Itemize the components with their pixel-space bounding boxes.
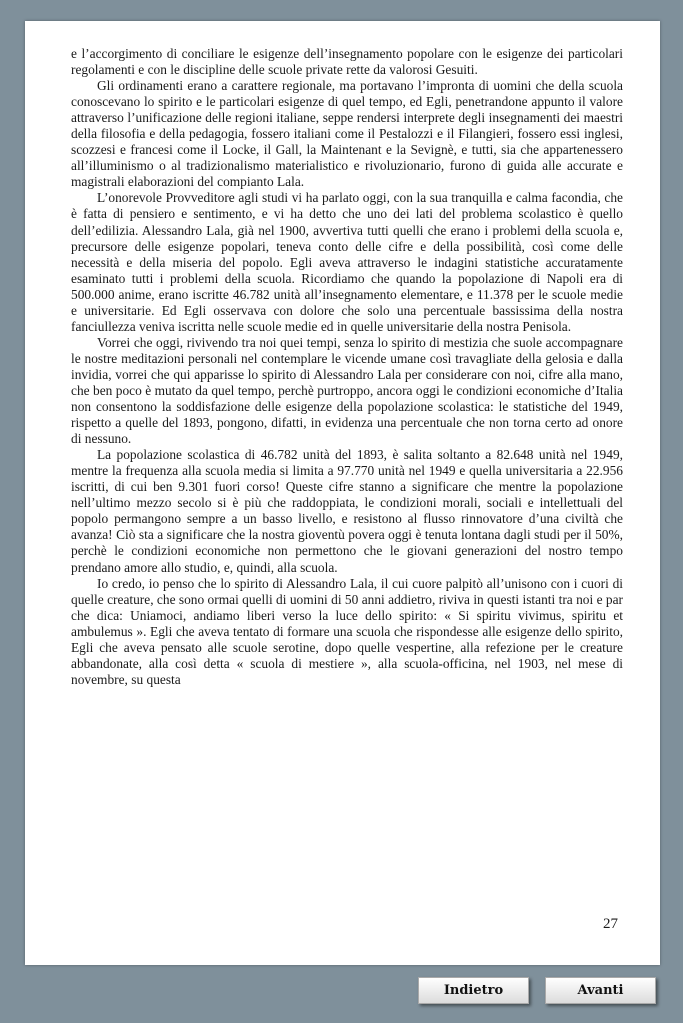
paragraph: Vorrei che oggi, rivivendo tra noi quei tempi, senza lo spirito di mestizia che suole accompagnare le nostre meditazioni personali nel contemplare le vicende umane così travagliate della gelosia e dalla invidia, vorrei che qui apparisse lo spirito di Alessandro Lala per considerare con noi, cifre alla mano, che ben poco è mutato da quel tempo, perchè purtroppo, ancora oggi le condizioni economiche d’Italia non consentono la soddisfazione delle esigenze della popolazione scolastica: le statistiche del 1949, rispetto a quelle del 1893, pongono, difatti, in evidenza una percentuale che non torna certo ad onore di nessuno. <box>71 334 623 447</box>
paragraph: e l’accorgimento di conciliare le esigenze dell’insegnamento popolare con le esigenze dei particolari regolamenti e con le discipline delle scuole private rette da valorosi Gesuiti. <box>71 46 623 78</box>
document-page <box>25 21 660 965</box>
paragraph: Io credo, io penso che lo spirito di Alessandro Lala, il cui cuore palpitò all’unisono con i cuori di quelle creature, che sono ormai quelli di uomini di 50 anni addietro, riviva in questi istanti tra noi e par che dica: Uniamoci, andiamo liberi verso la luce dello spirito: « Si spiritu vivimus, spiritu et ambulemus ». Egli che aveva tentato di formare una scuola che rispondesse alle esigenze dello spirito, Egli che aveva pensato alle scuole serotine, dopo quelle vespertine, alla refezione per le creature abbandonate, alla così detta « scuola di mestiere », alla scuola-officina, nel 1903, nel mese di novembre, su questa <box>71 575 623 687</box>
paragraph: L’onorevole Provveditore agli studi vi ha parlato oggi, con la sua tranquilla e calma facondia, che è fatta di pensiero e sentimento, e vi ha detto che uno dei lati del problema scolastico è quello dell’edilizia. Alessandro Lala, già nel 1900, avvertiva tutti quelli che erano i problemi della scuola e, precursore delle esigenze popolari, teneva conto delle cifre e della possibilità, così come delle necessità e della miseria del popolo. Egli aveva attraverso le indagini statistiche accuratamente esaminato tutti i problemi della scuola. Ricordiamo che quando la popolazione di Napoli era di 500.000 anime, erano iscritte 46.782 unità all’insegnamento elementare, e 11.378 per le scuole medie e universitarie. Ed Egli osservava con dolore che solo una percentuale bassissima della nostra fanciullezza veniva iscritta nelle scuole medie ed in quelle universitarie della nostra Penisola. <box>71 190 623 334</box>
next-button[interactable]: Avanti <box>545 977 656 1004</box>
page-text <box>71 46 623 688</box>
paragraph: Gli ordinamenti erano a carattere regionale, ma portavano l’impronta di uomini che della scuola conoscevano lo spirito e le particolari esigenze di quel tempo, ed Egli, penetrandone appunto il valore attraverso l’unificazione delle regioni italiane, seppe rendersi interprete degli insegnamenti dei maestri della filosofia e della pedagogia, fossero italiani come il Pestalozzi e il Filangieri, fossero essi inglesi, scozzesi e francesi come il Locke, il Gall, la Maintenant e la Sevignè, e tutti, sia che appartenessero all’illuminismo o al tradizionalismo materialistico e rivoluzionario, furono di guida alle accurate e magistrali elaborazioni del compianto Lala. <box>71 78 623 190</box>
page-number: 27 <box>603 916 618 932</box>
back-button[interactable]: Indietro <box>418 977 529 1004</box>
paragraph: La popolazione scolastica di 46.782 unità del 1893, è salita soltanto a 82.648 unità nel 1949, mentre la frequenza alla scuola media si limita a 97.770 unità nel 1949 e quella universitaria a 22.956 iscritti, di cui ben 9.301 fuori corso! Queste cifre stanno a significare che mentre la popolazione nell’ultimo mezzo secolo si è più che raddoppiata, le condizioni morali, sociali e intellettuali del popolo permangono sempre a un basso livello, e resistono al flusso rinnovatore d’una civiltà che avanza! Ciò sta a significare che la nostra gioventù povera oggi è tenuta lontana dagli studi per il 50%, perchè le condizioni economiche non permettono che le giovani generazioni del nostro tempo prendano amore allo studio, e, quindi, alla scuola. <box>71 447 623 575</box>
